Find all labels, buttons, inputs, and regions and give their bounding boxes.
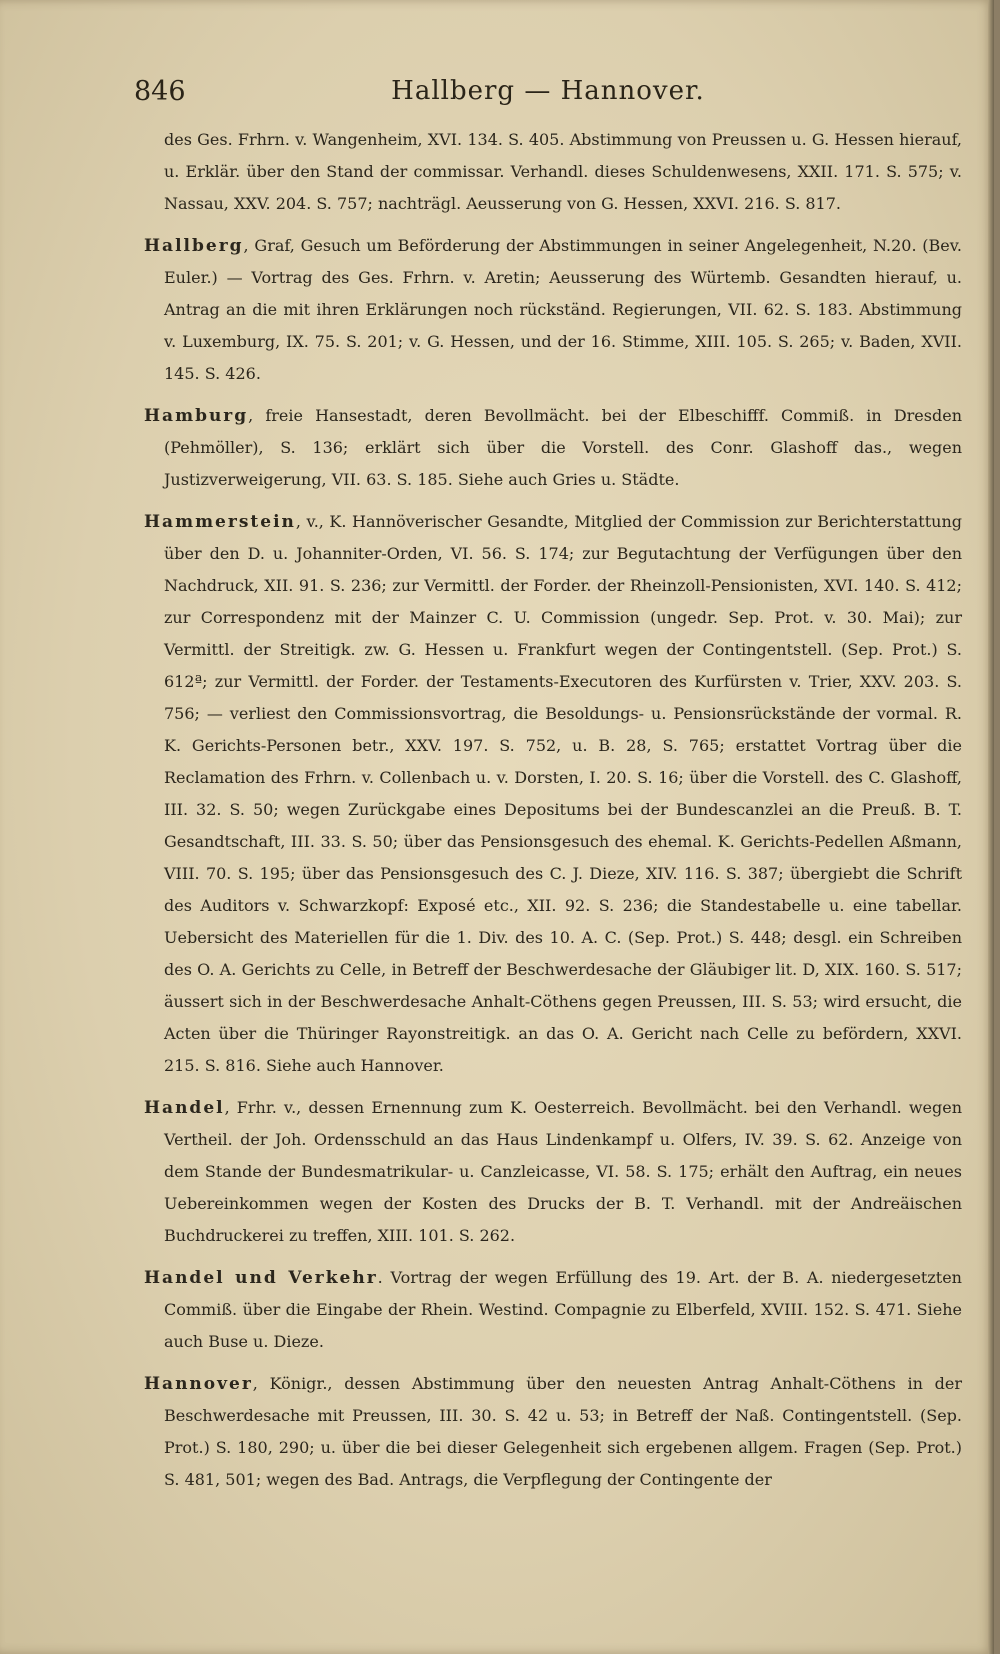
running-head: Hallberg — Hannover. [391,76,705,106]
entry-text: , Frhr. v., dessen Ernennung zum K. Oesterreich. Bevollmächt. bei den Verhandl. wegen Vertheil. der Joh. Ordensschuld an das Haus Lindenkampf u. Olfers, IV. 39. S. 62. Anzeige von dem Stande der Bundesmatrikular- u. Canzleicasse, VI. 58. S. 175; erhält den Auftrag, ein neues Uebereinkommen wegen der Kosten des Drucks der B. T. Verhandl. mit der Andreäischen Buchdruckerei zu treffen, XIII. 101. S. 262. [164,1098,962,1245]
entry-headword: Hamburg [144,406,249,426]
index-entry-handel-und-verkehr [144,1262,962,1358]
index-entry-continuation [144,124,962,220]
index-entry-hammerstein [144,506,962,1082]
index-entries [144,124,962,1506]
entry-headword: Handel und Verkehr [144,1268,378,1288]
index-entry-hamburg [144,400,962,496]
page-header [134,76,962,116]
entry-headword: Handel [144,1098,225,1118]
page-edge [988,0,994,1654]
entry-text: , v., K. Hannöverischer Gesandte, Mitglied der Commission zur Berichterstattung über den D. u. Johanniter-Orden, VI. 56. S. 174; zur Begutachtung der Verfügungen über den Nachdruck, XII. 91. S. 236; zur Vermittl. der Forder. der Rheinzoll-Pensionisten, XVI. 140. S. 412; zur Correspondenz mit der Mainzer C. U. Commission (ungedr. Sep. Prot. v. 30. Mai); zur Vermittl. der Streitigk. zw. G. Hessen u. Frankfurt wegen der Contingentstell. (Sep. Prot.) S. 612ª; zur Vermittl. der Forder. der Testaments-Executoren des Kurfürsten v. Trier, XXV. 203. S. 756; — verliest den Commissionsvortrag, die Besoldungs- u. Pensionsrückstände der vormal. R. K. Gerichts-Personen betr., XXV. 197. S. 752, u. B. 28, S. 765; erstattet Vortrag über die Reclamation des Frhrn. v. Collenbach u. v. Dorsten, I. 20. S. 16; über die Vorstell. des C. Glashoff, III. 32. S. 50; wegen Zurückgabe eines Depositums bei der Bundescanzlei an die Preuß. B. T. Gesandtschaft, III. 33. S. 50; über das Pensionsgesuch des ehemal. K. Gerichts-Pedellen Aßmann, VIII. 70. S. 195; über das Pensionsgesuch des C. J. Dieze, XIV. 116. S. 387; übergiebt die Schrift des Auditors v. Schwarzkopf: Exposé etc., XII. 92. S. 236; die Standestabelle u. eine tabellar. Uebersicht des Materiellen für die 1. Div. des 10. A. C. (Sep. Prot.) S. 448; desgl. ein Schreiben des O. A. Gerichts zu Celle, in Betreff der Beschwerdesache der Gläubiger lit. D, XIX. 160. S. 517; äussert sich in der Beschwerdesache Anhalt-Cöthens gegen Preussen, III. S. 53; wird ersucht, die Acten über die Thüringer Rayonstreitigk. an das O. A. Gericht nach Celle zu befördern, XXVI. 215. S. 816. Siehe auch Hannover. [164,512,962,1075]
entry-headword: Hammerstein [144,512,296,532]
index-entry-hallberg [144,230,962,390]
entry-text: , Graf, Gesuch um Beförderung der Abstimmungen in seiner Angelegenheit, N.20. (Bev. Euler.) — Vortrag des Ges. Frhrn. v. Aretin; Aeusserung des Würtemb. Gesandten hierauf, u. Antrag an die mit ihren Erklärungen noch rückständ. Regierungen, VII. 62. S. 183. Abstimmung v. Luxemburg, IX. 75. S. 201; v. G. Hessen, und der 16. Stimme, XIII. 105. S. 265; v. Baden, XVII. 145. S. 426. [164,236,962,383]
entry-text: , Königr., dessen Abstimmung über den neuesten Antrag Anhalt-Cöthens in der Beschwerdesache mit Preussen, III. 30. S. 42 u. 53; in Betreff der Naß. Contingentstell. (Sep. Prot.) S. 180, 290; u. über die bei dieser Gelegenheit sich ergebenen allgem. Fragen (Sep. Prot.) S. 481, 501; wegen des Bad. Antrags, die Verpflegung der Contingente der [164,1374,962,1489]
entry-headword: Hannover [144,1374,253,1394]
index-entry-handel [144,1092,962,1252]
entry-text: , freie Hansestadt, deren Bevollmächt. bei der Elbeschifff. Commiß. in Dresden (Pehmöller), S. 136; erklärt sich über die Vorstell. des Conr. Glashoff das., wegen Justizverweigerung, VII. 63. S. 185. Siehe auch Gries u. Städte. [164,406,962,489]
page-number: 846 [134,76,186,107]
entry-headword: Hallberg [144,236,244,256]
entry-text: . Vortrag der wegen Erfüllung des 19. Art. der B. A. niedergesetzten Commiß. über die Eingabe der Rhein. Westind. Compagnie zu Elberfeld, XVIII. 152. S. 471. Siehe auch Buse u. Dieze. [164,1268,962,1351]
index-entry-hannover [144,1368,962,1496]
entry-text: des Ges. Frhrn. v. Wangenheim, XVI. 134. S. 405. Abstimmung von Preussen u. G. Hessen hierauf, u. Erklär. über den Stand der commissar. Verhandl. dieses Schuldenwesens, XXII. 171. S. 575; v. Nassau, XXV. 204. S. 757; nachträgl. Aeusserung von G. Hessen, XXVI. 216. S. 817. [164,130,962,213]
